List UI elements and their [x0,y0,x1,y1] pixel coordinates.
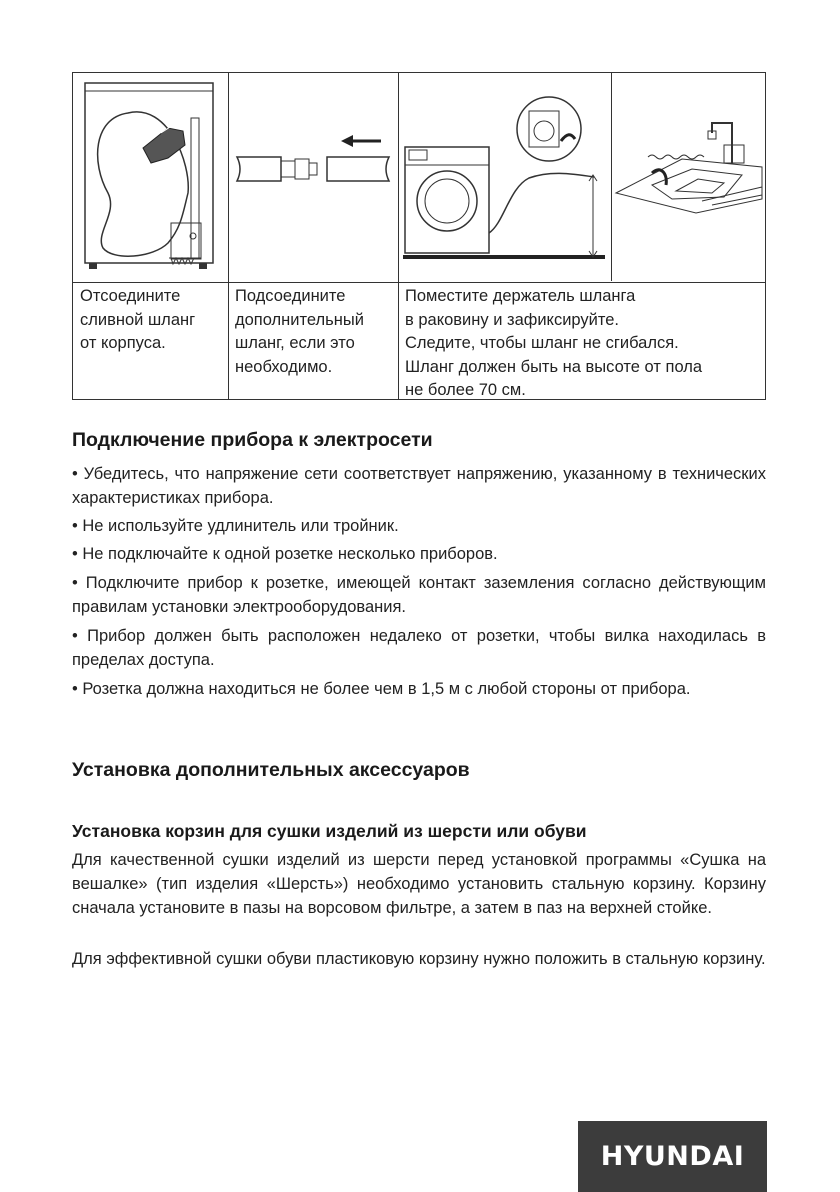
instruction-table [72,72,766,400]
baskets-paragraph-1: Для качественной сушки изделий из шерсти перед установкой программы «Сушка на вешалке» (тип изделия «Шерсть») необходимо установить стальную корзину. Корзину сначала установите в пазы на ворсовом фильтре, а затем в паз на верхней стойке. [72,851,766,917]
step-text-1: Отсоедините сливной шланг от корпуса. [80,287,196,352]
power-item-6: • Розетка должна находиться не более чем в 1,5 м с любой стороны от прибора. [72,680,691,698]
power-item-4: • Подключите прибор к розетке, имеющей контакт заземления согласно действующим правилам установки электрооборудования. [72,574,766,616]
subsection-heading-baskets: Установка корзин для сушки изделий из шерсти или обуви [72,821,587,841]
brand-logo: HYUNDAI [578,1121,767,1192]
power-item-3: • Не подключайте к одной розетке несколько приборов. [72,545,498,563]
table-divider [73,282,765,283]
section-heading-power: Подключение прибора к электросети [72,429,433,451]
step-text-3: Поместите держатель шланга в раковину и зафиксируйте. Следите, чтобы шланг не сгибался. Шланг должен быть на высоте от пола не более 70 см. [405,287,703,399]
step-text-2: Подсоедините дополнительный шланг, если это необходимо. [235,287,364,376]
power-item-5: • Прибор должен быть расположен недалеко от розетки, чтобы вилка находилась в пределах доступа. [72,627,766,669]
section-heading-accessories: Установка дополнительных аксессуаров [72,759,470,781]
power-item-1: • Убедитесь, что напряжение сети соответствует напряжению, указанному в технических характеристиках прибора. [72,465,766,507]
illustration-disconnect-hose [73,73,228,282]
illustration-hose-height [399,73,611,282]
illustration-sink-holder [612,73,766,282]
baskets-paragraph-2: Для эффективной сушки обуви пластиковую корзину нужно положить в стальную корзину. [72,950,766,968]
power-item-2: • Не используйте удлинитель или тройник. [72,517,399,535]
illustration-connect-hose [229,73,398,282]
